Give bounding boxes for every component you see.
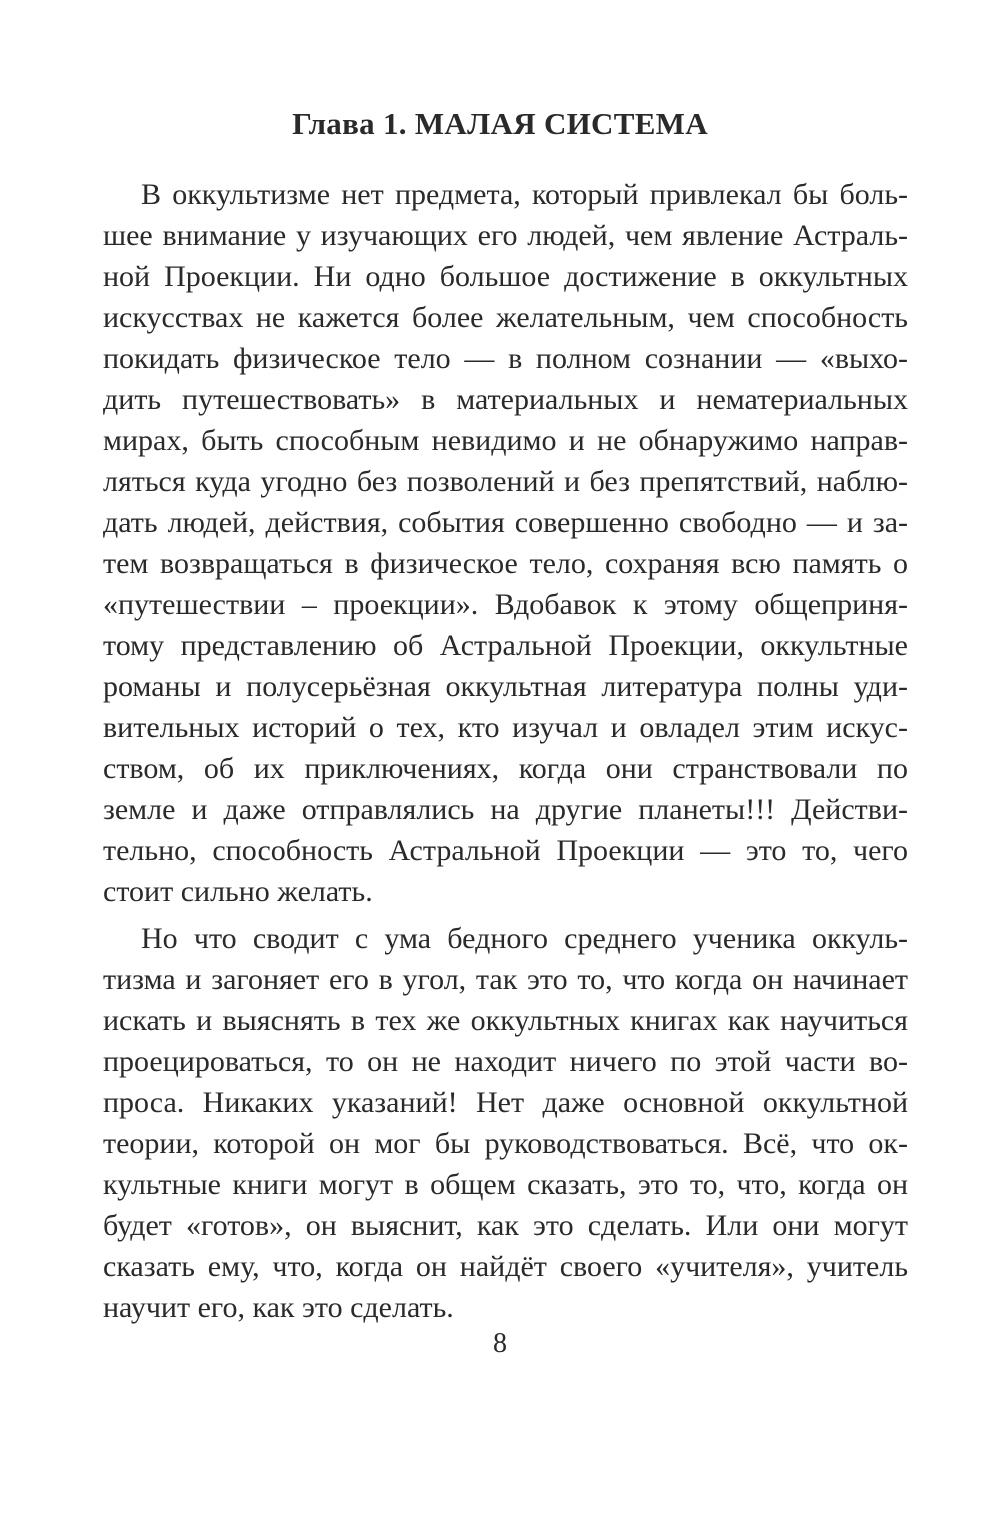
- text-line: стоит сильно желать.: [103, 875, 373, 908]
- paragraph: [103, 174, 908, 912]
- text-line: искусствах не кажется более желательным, чем способность: [103, 301, 908, 334]
- text-line: научит его, как это сделать.: [103, 1291, 454, 1324]
- page-number: 8: [493, 1328, 507, 1359]
- text-line: шее внимание у изучающих его людей, чем явление Астраль-: [103, 219, 908, 252]
- text-line: вительных историй о тех, кто изучал и овладел этим искус-: [103, 711, 908, 744]
- text-line: В оккультизме нет предмета, который привлекал бы боль-: [141, 178, 908, 211]
- text-line: дать людей, действия, события совершенно свободно — и за-: [103, 506, 908, 539]
- text-line: тельно, способность Астральной Проекции — это то, чего: [103, 834, 908, 867]
- text-line: покидать физическое тело — в полном сознании — «выхо-: [103, 342, 908, 375]
- chapter-title: Глава 1. МАЛАЯ СИСТЕМА: [292, 106, 708, 141]
- text-line: тизма и загоняет его в угол, так это то, что когда он начинает: [103, 963, 908, 996]
- text-line: будет «готов», он выяснит, как это сделать. Или они могут: [103, 1209, 908, 1242]
- text-line: проецироваться, то он не находит ничего по этой части во-: [103, 1045, 908, 1078]
- text-line: проса. Никаких указаний! Нет даже основной оккультной: [103, 1086, 908, 1119]
- text-line: земле и даже отправлялись на другие планеты!!! Действи-: [103, 793, 908, 826]
- text-line: тем возвращаться в физическое тело, сохраняя всю память о: [103, 547, 908, 580]
- text-line: дить путешествовать» в материальных и нематериальных: [103, 383, 908, 416]
- text-line: ством, об их приключениях, когда они странствовали по: [103, 752, 908, 785]
- body-text: [103, 174, 908, 1334]
- text-line: сказать ему, что, когда он найдёт своего «учителя», учитель: [103, 1250, 908, 1283]
- text-line: искать и выяснять в тех же оккультных книгах как научиться: [103, 1004, 908, 1037]
- text-line: тому представлению об Астральной Проекции, оккультные: [103, 629, 908, 662]
- text-line: теории, которой он мог бы руководствоваться. Всё, что ок-: [103, 1127, 908, 1160]
- text-line: ляться куда угодно без позволений и без препятствий, наблю-: [103, 465, 908, 498]
- text-line: культные книги могут в общем сказать, это то, что, когда он: [103, 1168, 908, 1201]
- text-line: мирах, быть способным невидимо и не обнаружимо направ-: [103, 424, 908, 457]
- text-line: «путешествии – проекции». Вдобавок к этому общеприня-: [103, 588, 908, 621]
- text-line: ной Проекции. Ни одно большое достижение в оккультных: [103, 260, 908, 293]
- paragraph: [103, 918, 908, 1328]
- text-line: романы и полусерьёзная оккультная литература полны уди-: [103, 670, 908, 703]
- text-line: Но что сводит с ума бедного среднего ученика оккуль-: [141, 922, 908, 955]
